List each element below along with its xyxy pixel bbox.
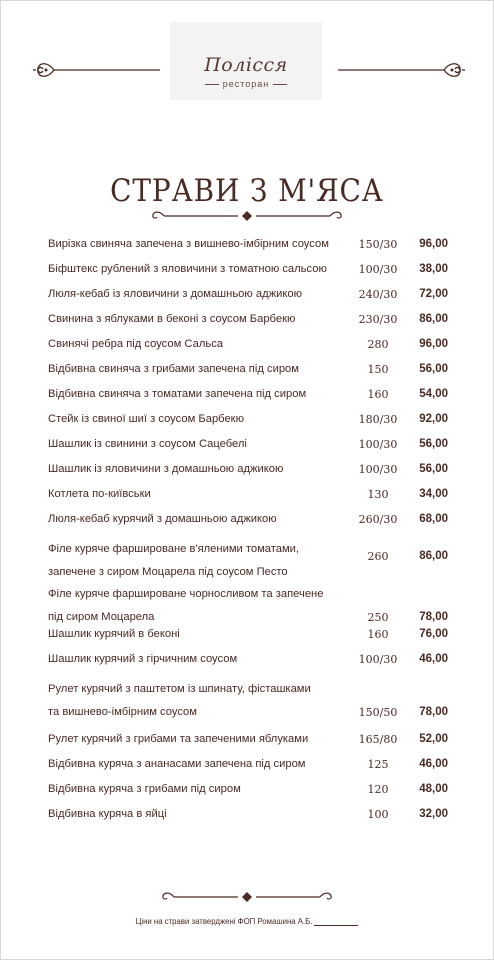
item-name-line2: під сиром Моцарела: [48, 611, 155, 623]
item-name: Свинячі ребра під соусом Сальса: [48, 338, 224, 350]
item-weight: 240/30: [358, 288, 398, 301]
footer-text: Ціни на страви затверджені ФОП Ромашина А.Б.: [135, 917, 313, 926]
item-price: 78,00: [419, 611, 448, 623]
item-price: 96,00: [419, 338, 448, 350]
item-price: 56,00: [419, 438, 448, 450]
item-price: 96,00: [419, 238, 448, 250]
item-price: 78,00: [419, 706, 448, 718]
item-weight: 260: [367, 550, 389, 563]
item-name: Люля-кебаб із яловичини з домашньою аджикою: [48, 288, 302, 300]
item-name: Котлета по-київськи: [48, 488, 151, 500]
item-name: Відбивна куряча в яйці: [48, 808, 167, 820]
item-weight: 100/30: [358, 463, 398, 476]
item-weight: 180/30: [358, 413, 398, 426]
item-name: Шашлик курячий в беконі: [48, 628, 180, 640]
bottom-divider-icon: [160, 890, 334, 904]
item-weight: 100/30: [358, 263, 398, 276]
item-weight: 100/30: [358, 438, 398, 451]
item-price: 46,00: [419, 653, 448, 665]
item-name: Біфштекс рублений з яловичини з томатною сальсою: [48, 263, 327, 275]
item-weight: 100/30: [358, 653, 398, 666]
item-name-line1: Філе куряче фаршироване в'яленими томатами,: [48, 543, 300, 555]
item-price: 56,00: [419, 363, 448, 375]
item-weight: 260/30: [358, 513, 398, 526]
item-weight: 160: [367, 628, 389, 641]
item-name: Стейк із свиної шиї з соусом Барбекю: [48, 413, 244, 425]
item-name: Відбивна свиняча з томатами запечена під сиром: [48, 388, 307, 400]
item-price: 68,00: [419, 513, 448, 525]
item-price: 86,00: [419, 550, 448, 562]
logo-subtitle: ресторан: [170, 79, 322, 89]
item-price: 56,00: [419, 463, 448, 475]
title-divider-icon: [150, 209, 344, 223]
item-name: Шашлик із свинини з соусом Сацебелі: [48, 438, 247, 450]
item-weight: 250: [367, 611, 389, 624]
item-name: Люля-кебаб курячий з домашньою аджикою: [48, 513, 277, 525]
item-name: Відбивна куряча з грибами під сиром: [48, 783, 241, 795]
item-price: 54,00: [419, 388, 448, 400]
item-price: 38,00: [419, 263, 448, 275]
item-weight: 230/30: [358, 313, 398, 326]
item-name-line1: Філе куряче фаршироване чорносливом та запечене: [48, 588, 324, 600]
item-weight: 280: [367, 338, 389, 351]
item-weight: 150/50: [358, 706, 398, 719]
item-weight: 130: [367, 488, 389, 501]
item-price: 34,00: [419, 488, 448, 500]
item-price: 46,00: [419, 758, 448, 770]
logo-name: Полісся: [204, 54, 288, 76]
item-name: Свинина з яблуками в беконі з соусом Барбекю: [48, 313, 296, 325]
item-price: 72,00: [419, 288, 448, 300]
item-name-line1: Рулет курячий з паштетом із шпинату, фісташками: [48, 683, 311, 695]
item-price: 76,00: [419, 628, 448, 640]
item-price: 52,00: [419, 733, 448, 745]
item-price: 48,00: [419, 783, 448, 795]
item-price: 32,00: [419, 808, 448, 820]
item-name: Шашлик із яловичини з домашньою аджикою: [48, 463, 284, 475]
item-name-line2: та вишнево-імбірним соусом: [48, 706, 197, 718]
page-title: СТРАВИ З М'ЯСА: [110, 173, 384, 209]
item-weight: 120: [367, 783, 389, 796]
restaurant-logo: [170, 22, 322, 100]
signature-line: [314, 925, 358, 926]
item-weight: 165/80: [358, 733, 398, 746]
right-flourish-icon: [336, 58, 466, 82]
item-weight: 160: [367, 388, 389, 401]
item-name: Відбивна свиняча з грибами запечена під сиром: [48, 363, 299, 375]
item-weight: 150: [367, 363, 389, 376]
left-flourish-icon: [32, 58, 162, 82]
item-price: 92,00: [419, 413, 448, 425]
item-weight: 125: [367, 758, 389, 771]
item-name: Рулет курячий з грибами та запеченими яблуками: [48, 733, 309, 745]
item-weight: 100: [367, 808, 389, 821]
footer-note: [0, 917, 494, 926]
item-name-line2: запечене з сиром Моцарела під соусом Песто: [48, 566, 288, 578]
item-name: Шашлик курячий з гірчичним соусом: [48, 653, 238, 665]
item-price: 86,00: [419, 313, 448, 325]
item-name: Відбивна куряча з ананасами запечена під сиром: [48, 758, 306, 770]
item-weight: 150/30: [358, 238, 398, 251]
item-name: Вирізка свиняча запечена з вишнево-імбірним соусом: [48, 238, 329, 250]
